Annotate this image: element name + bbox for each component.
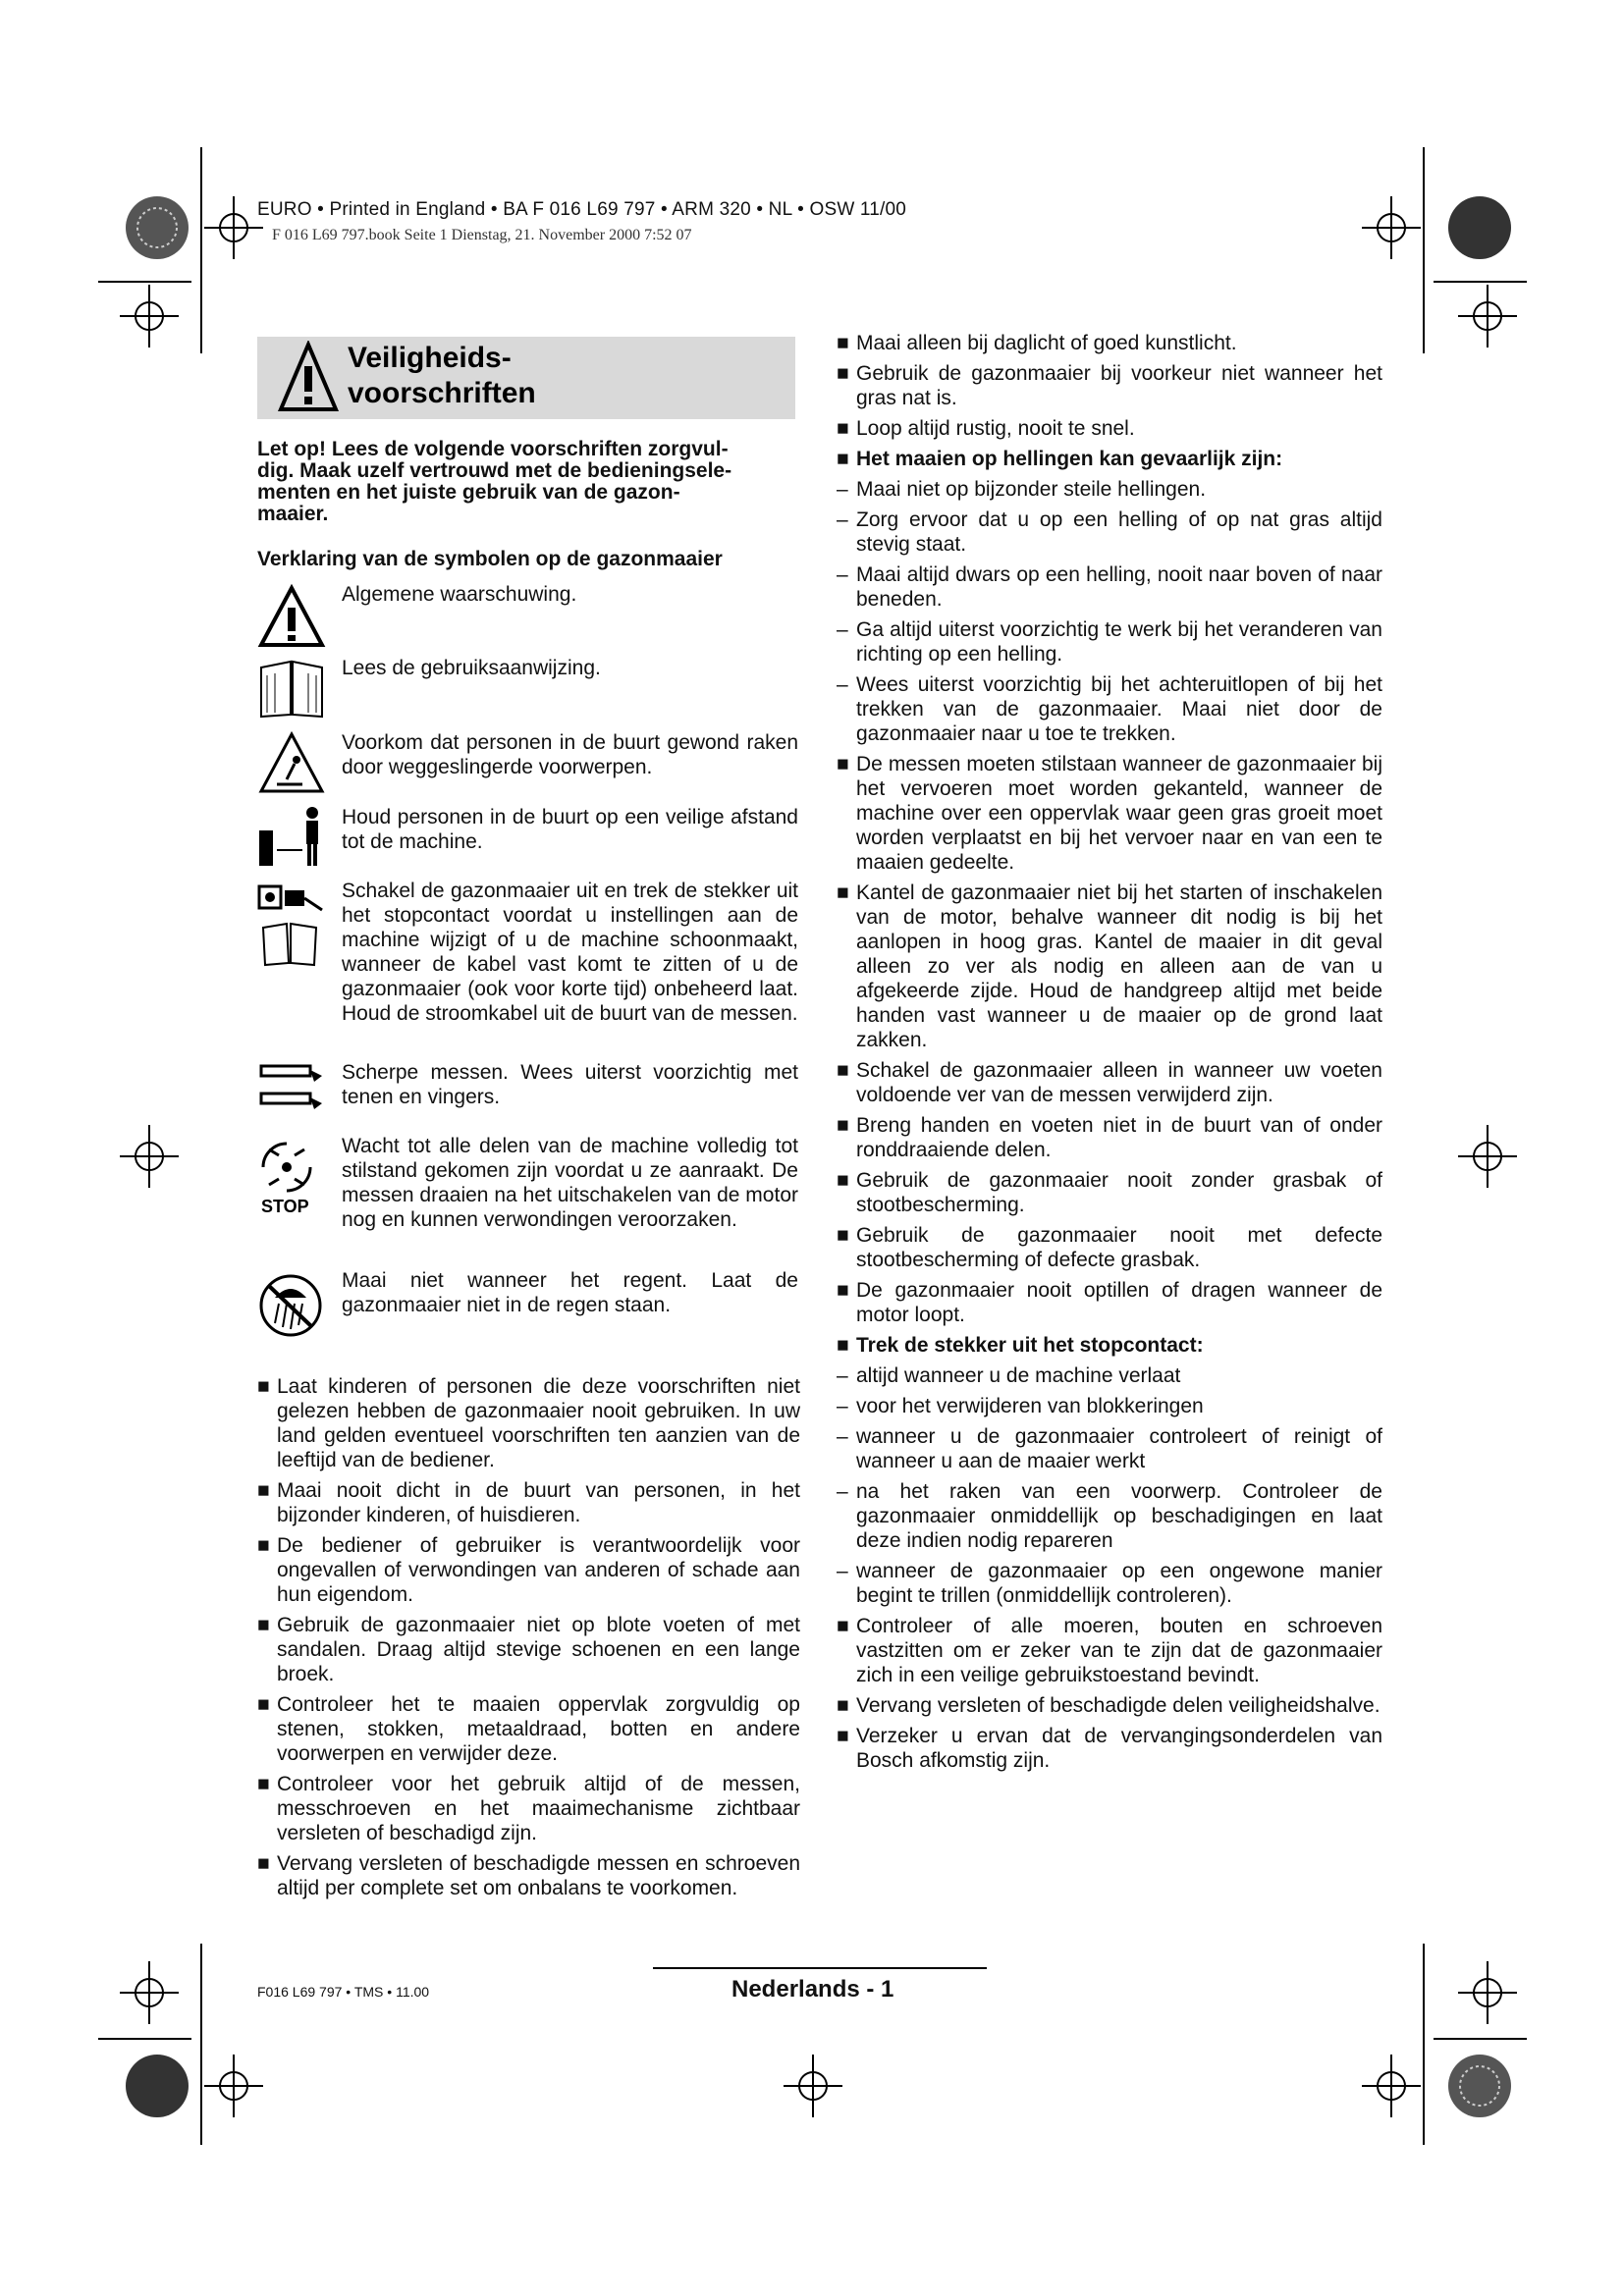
right-safety-list <box>837 331 1382 1779</box>
page-number: Nederlands - 1 <box>731 1976 894 2002</box>
list-item: – na het raken van een voorwerp. Controleer de gazonmaaier onmiddellijk op beschadigingen en laat deze indien nodig repareren <box>837 1480 1382 1552</box>
list-item: – Zorg ervoor dat u op een helling of op nat gras altijd stevig staat. <box>837 508 1382 556</box>
page-title: Veiligheids- voorschriften <box>348 342 536 409</box>
list-item: ■ Loop altijd rustig, nooit te snel. <box>837 417 1135 440</box>
title-box <box>257 337 795 419</box>
list-item: ■ Kantel de gazonmaaier niet bij het starten of inschakelen van de motor, behalve wanneer dit nodig is bij het aanlopen in hoog gras. Kantel de maaier in dit geval alleen zo ver als nodig en alleen aan de van u afgekeerde zijde. Houd de handgreep altijd met beide handen vast wanneer u de maaier op de grond laat zakken. <box>837 881 1382 1051</box>
list-item: ■ Verzeker u ervan dat de vervangingsonderdelen van Bosch afkomstig zijn. <box>837 1725 1382 1772</box>
list-item: ■ Laat kinderen of personen die deze voorschriften niet gelezen hebben de gazonmaaier nooit gebruiken. In uw land gelden eventueel voorschriften ten aanzien van de leeftijd van de bediener. <box>257 1375 800 1471</box>
list-item: – wanneer u de gazonmaaier controleert of reinigt of wanneer u aan de maaier werkt <box>837 1425 1382 1472</box>
stop-icon <box>257 1134 326 1217</box>
print-info-line: EURO • Printed in England • BA F 016 L69 797 • ARM 320 • NL • OSW 11/00 <box>257 199 907 220</box>
list-item: ■ Gebruik de gazonmaaier nooit zonder grasbak of stootbescherming. <box>837 1169 1382 1216</box>
list-item: – voor het verwijderen van blokkeringen <box>837 1395 1204 1417</box>
list-item: ■ Gebruik de gazonmaaier niet op blote voeten of met sandalen. Draag altijd stevige schoenen en een lange broek. <box>257 1614 800 1685</box>
intro-text: Let op! Lees de volgende voorschriften zorgvul- dig. Maak uzelf vertrouwd met de bedieningsele- menten en het juiste gebruik van de gazon- maaier. <box>257 438 732 525</box>
manual-icon <box>257 656 326 720</box>
no-rain-icon <box>257 1268 326 1339</box>
list-item: ■ Schakel de gazonmaaier alleen in wanneer uw voeten voldoende ver van de messen verwijderd zijn. <box>837 1059 1382 1106</box>
list-item: ■ Gebruik de gazonmaaier nooit met defecte stootbescherming of defecte grasbak. <box>837 1224 1382 1271</box>
list-item: ■ Controleer of alle moeren, bouten en schroeven vastzitten om er zeker van te zijn dat de gazonmaaier zich in een veilige gebruikstoestand bevindt. <box>837 1615 1382 1686</box>
list-item: – Wees uiterst voorzichtig bij het achteruitlopen of bij het trekken van de gazonmaaier. Maai niet door de gazonmaaier naar u toe te trekken. <box>837 673 1382 745</box>
list-item: ■ Vervang versleten of beschadigde delen veiligheidshalve. <box>837 1694 1380 1717</box>
flying-objects-icon <box>257 730 326 795</box>
list-item: – altijd wanneer u de machine verlaat <box>837 1364 1181 1387</box>
warning-icon <box>277 341 340 413</box>
list-item: ■ Controleer het te maaien oppervlak zorgvuldig op stenen, stokken, metaaldraad, botten en andere voorwerpen en verwijder deze. <box>257 1693 800 1765</box>
list-item: ■ De bediener of gebruiker is verantwoordelijk voor ongevallen of verwondingen van anderen of schade aan hun eigendom. <box>257 1534 800 1606</box>
distance-icon <box>257 805 326 870</box>
svg-text:STOP: STOP <box>261 1197 309 1216</box>
footer-divider <box>653 1967 987 1969</box>
list-item: – Maai niet op bijzonder steile hellingen. <box>837 478 1207 501</box>
list-heading: ■ Trek de stekker uit het stopcontact: <box>837 1334 1204 1357</box>
list-item: – Maai altijd dwars op een helling, nooit naar boven of naar beneden. <box>837 563 1382 611</box>
sharp-blades-icon <box>257 1060 326 1115</box>
list-item: – wanneer de gazonmaaier op een ongewone manier begint te trillen (onmiddellijk controleren). <box>837 1560 1382 1607</box>
list-item: ■ Maai alleen bij daglicht of goed kunstlicht. <box>837 332 1237 354</box>
list-item: ■ Maai nooit dicht in de buurt van personen, in het bijzonder kinderen, of huisdieren. <box>257 1479 800 1526</box>
list-item: ■ Vervang versleten of beschadigde messen en schroeven altijd per complete set om onbalans te voorkomen. <box>257 1852 800 1899</box>
unplug-icon <box>257 879 326 967</box>
list-heading: ■ Het maaien op hellingen kan gevaarlijk zijn: <box>837 448 1283 470</box>
left-safety-list <box>257 1374 800 1906</box>
list-item: ■ De gazonmaaier nooit optillen of dragen wanneer de motor loopt. <box>837 1279 1382 1326</box>
list-item: ■ Gebruik de gazonmaaier bij voorkeur niet wanneer het gras nat is. <box>837 362 1382 409</box>
list-item: ■ Controleer voor het gebruik altijd of de messen, messchroeven en het maaimechanisme zichtbaar versleten of beschadigd zijn. <box>257 1773 800 1844</box>
book-info-line: F 016 L69 797.book Seite 1 Dienstag, 21. November 2000 7:52 07 <box>272 227 692 243</box>
list-item: ■ Breng handen en voeten niet in de buurt van of onder ronddraaiende delen. <box>837 1114 1382 1161</box>
footer-doc-code: F016 L69 797 • TMS • 11.00 <box>257 1984 430 2000</box>
symbols-heading: Verklaring van de symbolen op de gazonmaaier <box>257 548 723 570</box>
list-item: ■ De messen moeten stilstaan wanneer de gazonmaaier bij het vervoeren moet worden gekanteld, wanneer de machine over een oppervlak waar geen gras groeit moet worden verplaatst en bij het vervoer naar en van een te maaien gedeelte. <box>837 753 1382 874</box>
warning-icon <box>257 582 326 651</box>
list-item: – Ga altijd uiterst voorzichtig te werk bij het veranderen van richting op een helling. <box>837 618 1382 666</box>
